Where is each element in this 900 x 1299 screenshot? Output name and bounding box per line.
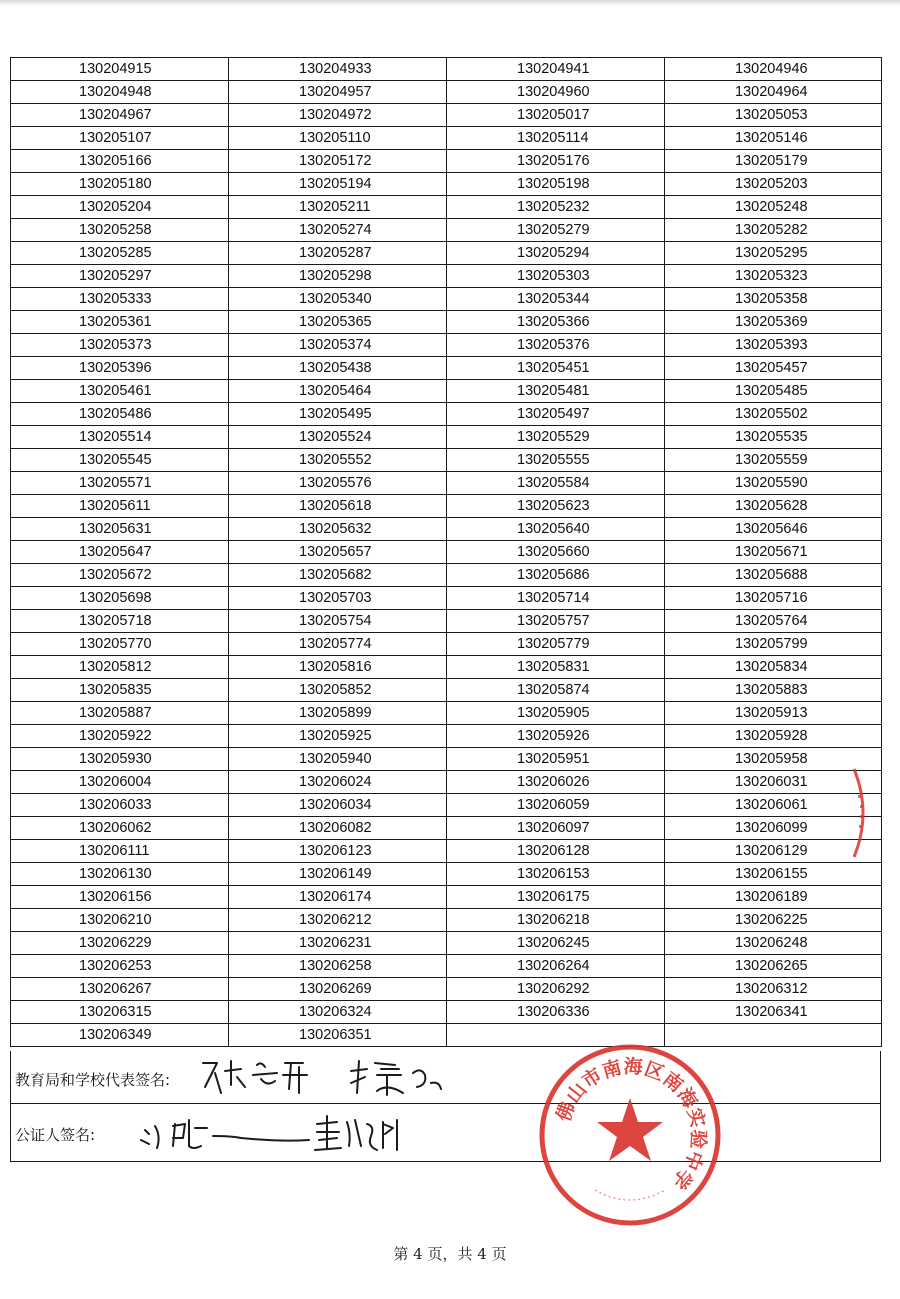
table-cell: 130205703 xyxy=(229,587,447,610)
table-cell: 130204915 xyxy=(11,58,229,81)
table-row xyxy=(11,656,882,679)
table-cell: 130205298 xyxy=(229,265,447,288)
table-cell: 130205812 xyxy=(11,656,229,679)
table-cell: 130205232 xyxy=(447,196,665,219)
table-cell: 130204957 xyxy=(229,81,447,104)
table-cell: 130206128 xyxy=(447,840,665,863)
notary-handwritten-signatures xyxy=(131,1106,431,1160)
table-cell: 130206033 xyxy=(11,794,229,817)
scan-top-shadow xyxy=(0,0,900,6)
table-cell: 130205632 xyxy=(229,518,447,541)
table-cell: 130206253 xyxy=(11,955,229,978)
table-cell: 130206097 xyxy=(447,817,665,840)
table-cell: 130205657 xyxy=(229,541,447,564)
table-row xyxy=(11,449,882,472)
seal-character: 南 xyxy=(599,1056,625,1083)
table-cell: 130205660 xyxy=(447,541,665,564)
table-cell: 130206174 xyxy=(229,886,447,909)
seal-character: 中 xyxy=(679,1147,707,1174)
table-cell: 130205295 xyxy=(665,242,882,265)
id-number-table xyxy=(10,57,882,1047)
table-row xyxy=(11,472,882,495)
table-cell: 130205451 xyxy=(447,357,665,380)
table-cell: 130205248 xyxy=(665,196,882,219)
table-row xyxy=(11,242,882,265)
table-cell: 130206231 xyxy=(229,932,447,955)
table-cell: 130206149 xyxy=(229,863,447,886)
table-cell: 130206212 xyxy=(229,909,447,932)
table-row xyxy=(11,265,882,288)
seal-character: 区 xyxy=(641,1057,668,1086)
table-cell: 130206225 xyxy=(665,909,882,932)
table-cell: 130206031 xyxy=(665,771,882,794)
table-cell: 130205180 xyxy=(11,173,229,196)
table-row xyxy=(11,771,882,794)
table-row xyxy=(11,886,882,909)
table-row xyxy=(11,725,882,748)
table-cell: 130205374 xyxy=(229,334,447,357)
table-cell: 130206129 xyxy=(665,840,882,863)
notary-signature-label: 公证人签名: xyxy=(15,1126,96,1144)
table-cell: 130206218 xyxy=(447,909,665,932)
notary-signature-row xyxy=(10,1104,881,1162)
seal-character: 市 xyxy=(578,1063,607,1093)
table-row xyxy=(11,610,882,633)
table-cell: 130205366 xyxy=(447,311,665,334)
table-cell: 130206269 xyxy=(229,978,447,1001)
table-cell: 130205716 xyxy=(665,587,882,610)
table-cell: 130205297 xyxy=(11,265,229,288)
table-cell: 130205926 xyxy=(447,725,665,748)
table-row xyxy=(11,840,882,863)
table-cell: 130206061 xyxy=(665,794,882,817)
table-cell: 130205899 xyxy=(229,702,447,725)
table-cell: 130205799 xyxy=(665,633,882,656)
table-cell: 130205361 xyxy=(11,311,229,334)
table-cell: 130204972 xyxy=(229,104,447,127)
table-cell: 130205172 xyxy=(229,150,447,173)
table-cell: 130205951 xyxy=(447,748,665,771)
table-cell: 130204967 xyxy=(11,104,229,127)
table-cell: 130205913 xyxy=(665,702,882,725)
table-cell: 130205545 xyxy=(11,449,229,472)
table-cell: 130205146 xyxy=(665,127,882,150)
table-row xyxy=(11,564,882,587)
table-cell: 130205883 xyxy=(665,679,882,702)
table-cell: 130205514 xyxy=(11,426,229,449)
table-cell: 130205258 xyxy=(11,219,229,242)
table-cell: 130204964 xyxy=(665,81,882,104)
table-row xyxy=(11,173,882,196)
table-row xyxy=(11,58,882,81)
table-cell: 130206034 xyxy=(229,794,447,817)
table-cell: 130205279 xyxy=(447,219,665,242)
table-cell: 130205640 xyxy=(447,518,665,541)
table-cell: 130204933 xyxy=(229,58,447,81)
table-cell: 130205438 xyxy=(229,357,447,380)
table-cell: 130205198 xyxy=(447,173,665,196)
table-row xyxy=(11,219,882,242)
table-cell: 130205852 xyxy=(229,679,447,702)
table-cell: 130206264 xyxy=(447,955,665,978)
table-cell: 130205835 xyxy=(11,679,229,702)
table-cell: 130205779 xyxy=(447,633,665,656)
table-cell: 130205940 xyxy=(229,748,447,771)
table-cell: 130206258 xyxy=(229,955,447,978)
table-cell: 130205323 xyxy=(665,265,882,288)
table-cell: 130205590 xyxy=(665,472,882,495)
table-row xyxy=(11,541,882,564)
seal-character: 山 xyxy=(561,1078,592,1108)
table-cell: 130205497 xyxy=(447,403,665,426)
table-cell: 130205757 xyxy=(447,610,665,633)
table-cell: 130206026 xyxy=(447,771,665,794)
table-row xyxy=(11,357,882,380)
table-cell: 130205373 xyxy=(11,334,229,357)
seal-character: 实 xyxy=(682,1105,709,1130)
table-cell: 130205887 xyxy=(11,702,229,725)
table-cell: 130205211 xyxy=(229,196,447,219)
table-cell: 130205535 xyxy=(665,426,882,449)
table-cell: 130205552 xyxy=(229,449,447,472)
table-cell: 130206341 xyxy=(665,1001,882,1024)
table-cell: 130205365 xyxy=(229,311,447,334)
table-cell: 130206245 xyxy=(447,932,665,955)
table-cell: 130205333 xyxy=(11,288,229,311)
table-cell: 130205461 xyxy=(11,380,229,403)
table-cell: 130205495 xyxy=(229,403,447,426)
table-row xyxy=(11,633,882,656)
table-cell: 130205485 xyxy=(665,380,882,403)
table-row xyxy=(11,334,882,357)
table-cell: 130205464 xyxy=(229,380,447,403)
table-row xyxy=(11,748,882,771)
table-row xyxy=(11,518,882,541)
table-cell: 130206175 xyxy=(447,886,665,909)
table-cell: 130205194 xyxy=(229,173,447,196)
seal-character: 海 xyxy=(623,1055,644,1079)
table-cell: 130205925 xyxy=(229,725,447,748)
table-cell: 130205930 xyxy=(11,748,229,771)
seal-character: 验 xyxy=(686,1129,710,1150)
table-cell: 130205571 xyxy=(11,472,229,495)
representative-signature-label: 教育局和学校代表签名: xyxy=(15,1071,171,1089)
table-cell: 130205922 xyxy=(11,725,229,748)
table-cell: 130206351 xyxy=(229,1024,447,1047)
table-cell: 130205179 xyxy=(665,150,882,173)
table-cell: 130206229 xyxy=(11,932,229,955)
table-cell: 130204960 xyxy=(447,81,665,104)
table-cell: 130206062 xyxy=(11,817,229,840)
table-row xyxy=(11,587,882,610)
table-cell: 130205905 xyxy=(447,702,665,725)
seal-character: 南 xyxy=(658,1067,688,1097)
table-cell: 130205396 xyxy=(11,357,229,380)
table-cell: 130205274 xyxy=(229,219,447,242)
seal-character: 学 xyxy=(667,1164,697,1194)
table-cell: 130205816 xyxy=(229,656,447,679)
table-cell: 130205928 xyxy=(665,725,882,748)
table-cell: 130205555 xyxy=(447,449,665,472)
table-cell: 130205611 xyxy=(11,495,229,518)
table-row xyxy=(11,817,882,840)
table-cell: 130205958 xyxy=(665,748,882,771)
table-cell: 130206111 xyxy=(11,840,229,863)
table-row xyxy=(11,81,882,104)
table-cell: 130205303 xyxy=(447,265,665,288)
table-cell: 130205393 xyxy=(665,334,882,357)
table-cell: 130205764 xyxy=(665,610,882,633)
table-row xyxy=(11,679,882,702)
table-cell: 130205114 xyxy=(447,127,665,150)
table-cell: 130205358 xyxy=(665,288,882,311)
table-cell: 130206312 xyxy=(665,978,882,1001)
representative-signature-row xyxy=(10,1051,881,1104)
table-cell: 130205481 xyxy=(447,380,665,403)
table-row xyxy=(11,127,882,150)
seal-character: 佛 xyxy=(552,1099,580,1125)
official-school-seal xyxy=(535,1040,725,1230)
table-cell: 130206130 xyxy=(11,863,229,886)
table-cell: 130205285 xyxy=(11,242,229,265)
table-cell: 130205457 xyxy=(665,357,882,380)
table-cell: 130205369 xyxy=(665,311,882,334)
page-footer: 第 4 页，共 4 页 xyxy=(393,1245,507,1263)
table-cell: 130204948 xyxy=(11,81,229,104)
seal-character: 海 xyxy=(672,1084,702,1113)
table-cell: 130205834 xyxy=(665,656,882,679)
table-cell: 130205770 xyxy=(11,633,229,656)
table-row xyxy=(11,932,882,955)
table-cell: 130205340 xyxy=(229,288,447,311)
table-cell: 130205628 xyxy=(665,495,882,518)
table-row xyxy=(11,495,882,518)
table-cell: 130205682 xyxy=(229,564,447,587)
table-cell: 130206265 xyxy=(665,955,882,978)
table-cell: 130206248 xyxy=(665,932,882,955)
table-cell: 130205714 xyxy=(447,587,665,610)
table-cell: 130205107 xyxy=(11,127,229,150)
table-row xyxy=(11,1001,882,1024)
table-cell: 130206349 xyxy=(11,1024,229,1047)
table-cell: 130205053 xyxy=(665,104,882,127)
table-cell: 130206123 xyxy=(229,840,447,863)
partial-seal-edge xyxy=(848,765,878,860)
table-cell: 130206082 xyxy=(229,817,447,840)
table-row xyxy=(11,196,882,219)
table-cell: 130205671 xyxy=(665,541,882,564)
table-cell: 130205618 xyxy=(229,495,447,518)
table-cell: 130206024 xyxy=(229,771,447,794)
table-cell: 130206336 xyxy=(447,1001,665,1024)
table-cell: 130206315 xyxy=(11,1001,229,1024)
table-cell: 130205287 xyxy=(229,242,447,265)
table-cell: 130205486 xyxy=(11,403,229,426)
table-row xyxy=(11,794,882,817)
table-cell: 130206210 xyxy=(11,909,229,932)
table-cell: 130205774 xyxy=(229,633,447,656)
table-cell: 130205559 xyxy=(665,449,882,472)
table-cell: 130206059 xyxy=(447,794,665,817)
table-cell: 130205688 xyxy=(665,564,882,587)
table-cell: 130205584 xyxy=(447,472,665,495)
table-row xyxy=(11,909,882,932)
table-cell: 130205502 xyxy=(665,403,882,426)
table-row xyxy=(11,403,882,426)
table-cell: 130206099 xyxy=(665,817,882,840)
table-row xyxy=(11,380,882,403)
table-cell: 130205686 xyxy=(447,564,665,587)
table-row xyxy=(11,1024,882,1047)
table-row xyxy=(11,150,882,173)
table-cell: 130205017 xyxy=(447,104,665,127)
table-cell: 130206189 xyxy=(665,886,882,909)
representative-handwritten-signatures xyxy=(191,1053,491,1101)
table-cell: 130205203 xyxy=(665,173,882,196)
table-body xyxy=(11,58,882,1047)
table-cell: 130205718 xyxy=(11,610,229,633)
table-cell: 130206292 xyxy=(447,978,665,1001)
table-cell: 130205874 xyxy=(447,679,665,702)
table-cell: 130206153 xyxy=(447,863,665,886)
table-cell: 130204946 xyxy=(665,58,882,81)
table-cell: 130205529 xyxy=(447,426,665,449)
table-row xyxy=(11,104,882,127)
table-cell: 130206156 xyxy=(11,886,229,909)
table-cell: 130205623 xyxy=(447,495,665,518)
table-cell: 130205524 xyxy=(229,426,447,449)
table-row xyxy=(11,702,882,725)
table-row xyxy=(11,978,882,1001)
table-row xyxy=(11,863,882,886)
table-cell: 130205672 xyxy=(11,564,229,587)
table-cell: 130205110 xyxy=(229,127,447,150)
table-cell: 130204941 xyxy=(447,58,665,81)
table-row xyxy=(11,311,882,334)
table-cell: 130206155 xyxy=(665,863,882,886)
table-cell: 130205166 xyxy=(11,150,229,173)
table-cell: 130205698 xyxy=(11,587,229,610)
table-cell: 130205831 xyxy=(447,656,665,679)
table-cell: 130206004 xyxy=(11,771,229,794)
table-cell: 130205754 xyxy=(229,610,447,633)
table-cell: 130205647 xyxy=(11,541,229,564)
table-row xyxy=(11,426,882,449)
table-cell: 130205176 xyxy=(447,150,665,173)
table-row xyxy=(11,288,882,311)
table-cell: 130205631 xyxy=(11,518,229,541)
table-cell: 130206324 xyxy=(229,1001,447,1024)
table-cell: 130205376 xyxy=(447,334,665,357)
table-cell: 130205344 xyxy=(447,288,665,311)
table-cell: 130205204 xyxy=(11,196,229,219)
table-cell: 130205294 xyxy=(447,242,665,265)
table-cell: 130205282 xyxy=(665,219,882,242)
table-cell: 130205646 xyxy=(665,518,882,541)
table-cell: 130206267 xyxy=(11,978,229,1001)
table-cell: 130205576 xyxy=(229,472,447,495)
table-row xyxy=(11,955,882,978)
